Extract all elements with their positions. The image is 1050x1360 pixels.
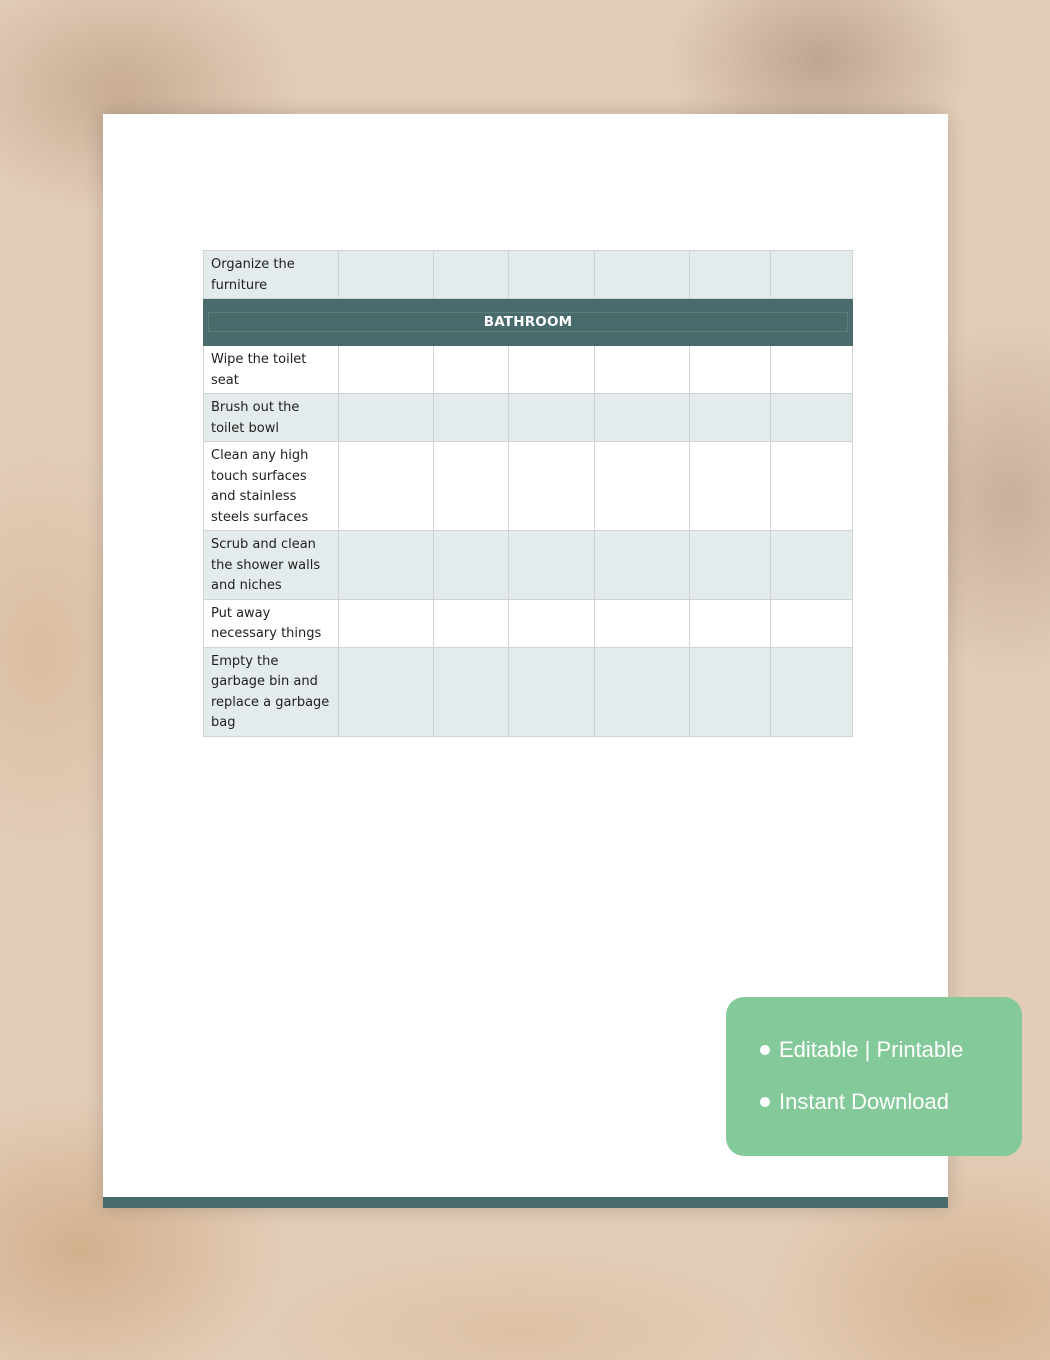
check-cell[interactable] [595, 346, 690, 394]
check-cell[interactable] [339, 599, 434, 647]
check-cell[interactable] [509, 599, 595, 647]
badge-text: Editable | Printable [779, 1037, 964, 1062]
check-cell[interactable] [690, 647, 771, 736]
check-cell[interactable] [595, 442, 690, 531]
check-cell[interactable] [771, 599, 853, 647]
check-cell[interactable] [339, 442, 434, 531]
badge-item-download [760, 1089, 949, 1115]
check-cell[interactable] [434, 647, 509, 736]
feature-badge [726, 997, 1022, 1156]
check-cell[interactable] [434, 531, 509, 600]
bullet-icon [760, 1045, 770, 1055]
check-cell[interactable] [595, 531, 690, 600]
check-cell[interactable] [339, 394, 434, 442]
check-cell[interactable] [434, 346, 509, 394]
task-label: Wipe the toilet seat [204, 346, 339, 394]
task-label: Empty the garbage bin and replace a garbage bag [204, 647, 339, 736]
check-cell[interactable] [434, 394, 509, 442]
check-cell[interactable] [771, 531, 853, 600]
check-cell[interactable] [771, 251, 853, 299]
table-row [204, 394, 853, 442]
check-cell[interactable] [509, 346, 595, 394]
section-header [204, 299, 853, 346]
task-label: Scrub and clean the shower walls and niches [204, 531, 339, 600]
task-label: Organize the furniture [204, 251, 339, 299]
check-cell[interactable] [434, 442, 509, 531]
check-cell[interactable] [771, 647, 853, 736]
bullet-icon [760, 1097, 770, 1107]
check-cell[interactable] [434, 599, 509, 647]
check-cell[interactable] [509, 251, 595, 299]
task-label: Put away necessary things [204, 599, 339, 647]
check-cell[interactable] [509, 531, 595, 600]
check-cell[interactable] [595, 251, 690, 299]
check-cell[interactable] [595, 599, 690, 647]
check-cell[interactable] [509, 647, 595, 736]
check-cell[interactable] [339, 346, 434, 394]
check-cell[interactable] [509, 394, 595, 442]
check-cell[interactable] [339, 251, 434, 299]
task-label: Brush out the toilet bowl [204, 394, 339, 442]
check-cell[interactable] [690, 531, 771, 600]
check-cell[interactable] [595, 647, 690, 736]
check-cell[interactable] [771, 394, 853, 442]
table-row [204, 251, 853, 299]
badge-text: Instant Download [779, 1089, 949, 1114]
check-cell[interactable] [690, 251, 771, 299]
check-cell[interactable] [434, 251, 509, 299]
check-cell[interactable] [339, 647, 434, 736]
badge-item-editable [760, 1037, 963, 1063]
table-row [204, 647, 853, 736]
cleaning-checklist-table [203, 250, 853, 737]
table-row [204, 531, 853, 600]
table-row [204, 599, 853, 647]
check-cell[interactable] [771, 346, 853, 394]
check-cell[interactable] [690, 346, 771, 394]
table-row [204, 442, 853, 531]
table-row [204, 346, 853, 394]
check-cell[interactable] [690, 442, 771, 531]
footer-bar [103, 1197, 948, 1208]
section-title: BATHROOM [208, 312, 848, 332]
check-cell[interactable] [509, 442, 595, 531]
check-cell[interactable] [595, 394, 690, 442]
check-cell[interactable] [339, 531, 434, 600]
section-header-row [204, 299, 853, 346]
check-cell[interactable] [771, 442, 853, 531]
task-label: Clean any high touch surfaces and stainless steels surfaces [204, 442, 339, 531]
check-cell[interactable] [690, 599, 771, 647]
check-cell[interactable] [690, 394, 771, 442]
